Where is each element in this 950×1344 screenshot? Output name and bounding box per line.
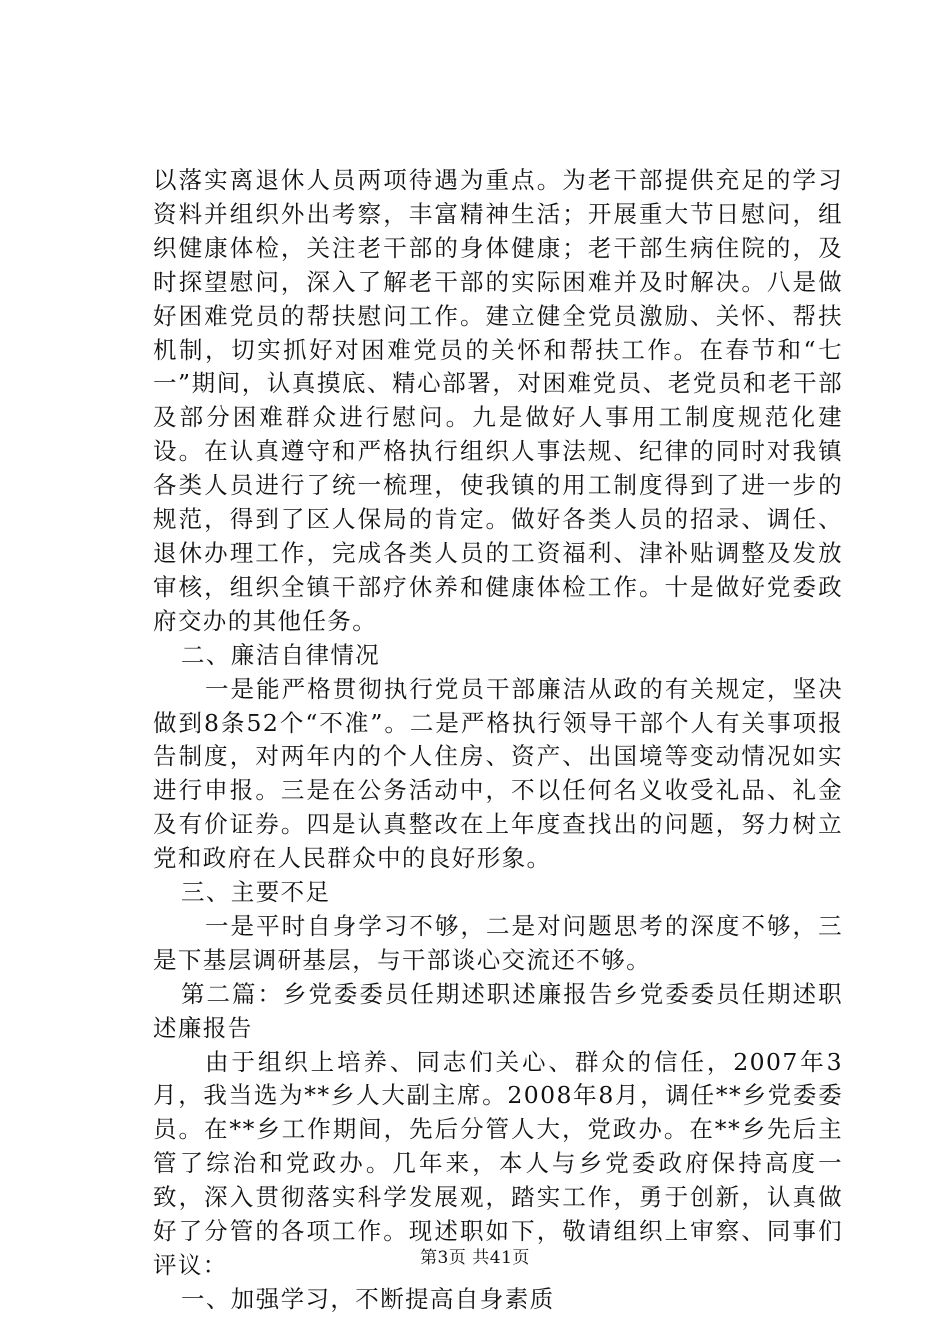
paragraph: 一是能严格贯彻执行党员干部廉洁从政的有关规定，坚决做到8条52个“不准”。二是严格执行领导干部个人有关事项报告制度，对两年内的个人住房、资产、出国境等变动情况如实进行申报。三是在公务活动中，不以任何名义收受礼品、礼金及有价证券。四是认真整改在上年度查找出的问题，努力树立党和政府在人民群众中的良好形象。 [153,674,843,873]
section-heading: 二、廉洁自律情况 [181,640,381,669]
paragraph: 以落实离退休人员两项待遇为重点。为老干部提供充足的学习资料并组织外出考察，丰富精神生活；开展重大节日慰问，组织健康体检，关注老干部的身体健康；老干部生病住院的，及时探望慰问，深入了解老干部的实际困难并及时解决。八是做好困难党员的帮扶慰问工作。建立健全党员激励、关怀、帮扶机制，切实抓好对困难党员的关怀和帮扶工作。在春节和“七一”期间，认真摸底、精心部署，对困难党员、老党员和老干部及部分困难群众进行慰问。九是做好人事用工制度规范化建设。在认真遵守和严格执行组织人事法规、纪律的同时对我镇各类人员进行了统一梳理，使我镇的用工制度得到了进一步的规范，得到了区人保局的肯定。做好各类人员的招录、调任、退休办理工作，完成各类人员的工资福利、津补贴调整及发放审核，组织全镇干部疗休养和健康体检工作。十是做好党委政府交办的其他任务。 [153,166,843,635]
document-body [153,164,843,1317]
section-heading: 一、加强学习，不断提高自身素质 [181,1284,555,1313]
section-heading: 三、主要不足 [181,878,331,907]
chapter-title: 第二篇：乡党委委员任期述职述廉报告乡党委委员任期述职述廉报告 [153,979,843,1042]
paragraph: 由于组织上培养、同志们关心、群众的信任，2007年3月，我当选为**乡人大副主席。2008年8月，调任**乡党委委员。在**乡工作期间，先后分管人大，党政办。在**乡先后主管了综治和党政办。几年来，本人与乡党委政府保持高度一致，深入贯彻落实科学发展观，踏实工作，勇于创新，认真做好了分管的各项工作。现述职如下，敬请组织上审察、同事们评议： [153,1047,843,1279]
paragraph: 一是平时自身学习不够，二是对问题思考的深度不够，三是下基层调研基层，与干部谈心交流还不够。 [153,911,843,974]
page-number-footer: 第3页 共41页 [420,1248,530,1268]
